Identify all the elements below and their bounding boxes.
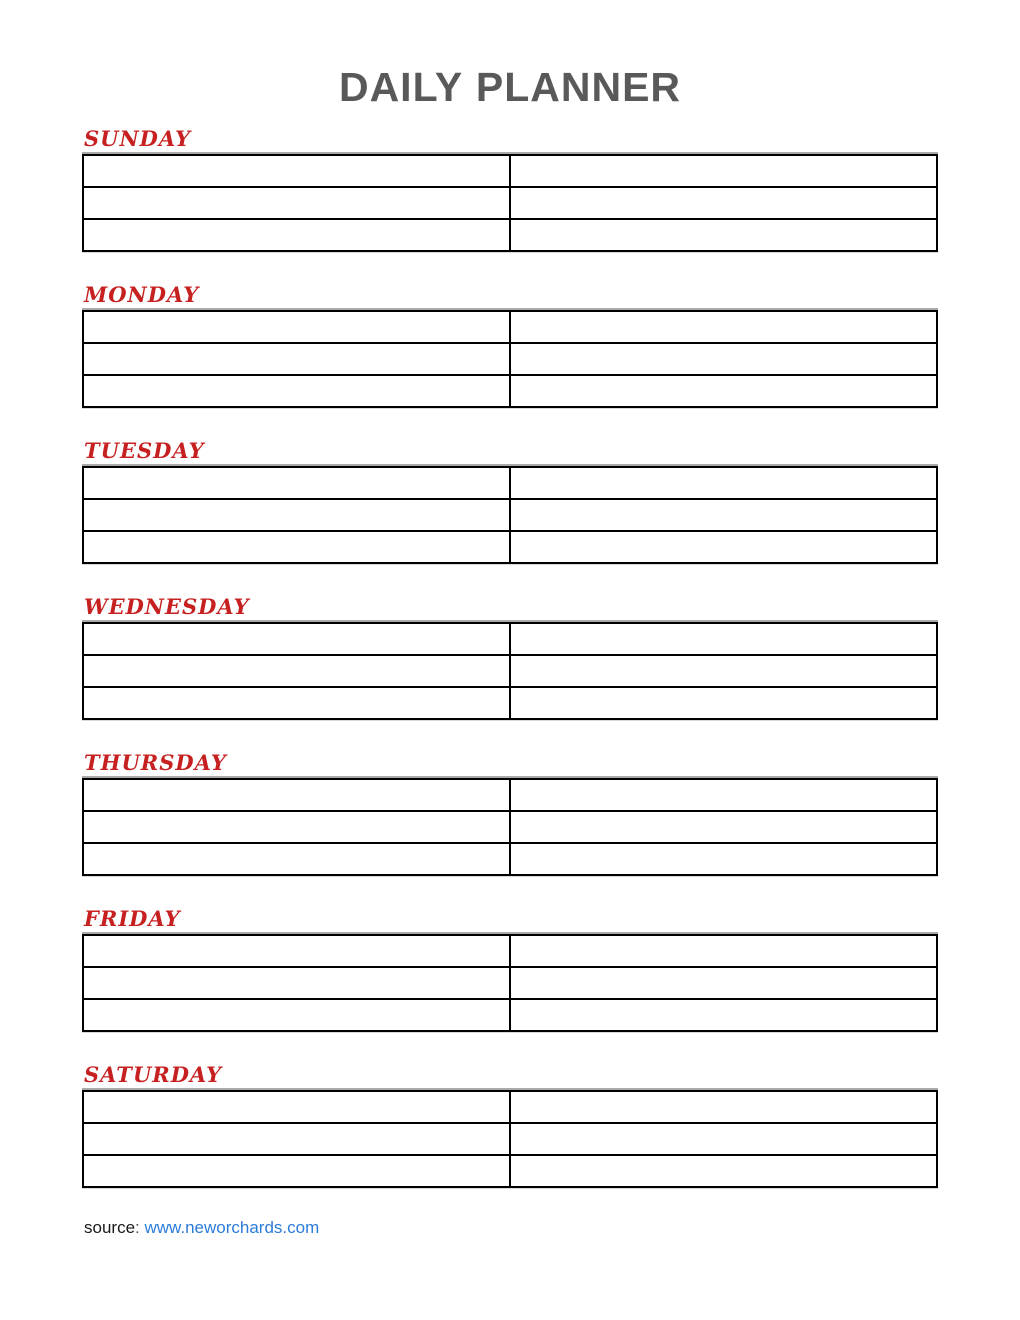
planner-cell <box>83 623 510 655</box>
day-section-tuesday <box>82 438 938 564</box>
planner-cell <box>510 155 937 187</box>
planner-cell <box>510 999 937 1031</box>
day-table-thursday <box>82 778 938 876</box>
day-section-sunday <box>82 126 938 252</box>
planner-cell <box>510 499 937 531</box>
planner-cell <box>510 187 937 219</box>
table-row <box>83 187 937 219</box>
day-section-friday <box>82 906 938 1032</box>
day-table-friday <box>82 934 938 1032</box>
table-row <box>83 311 937 343</box>
planner-cell <box>510 343 937 375</box>
planner-cell <box>510 1091 937 1123</box>
source-separator: : <box>135 1218 145 1238</box>
table-row <box>83 999 937 1031</box>
day-table-tuesday <box>82 466 938 564</box>
planner-cell <box>510 467 937 499</box>
planner-cell <box>510 311 937 343</box>
table-row <box>83 623 937 655</box>
table-row <box>83 935 937 967</box>
day-heading-sunday: SUNDAY <box>84 126 192 152</box>
table-row <box>83 375 937 407</box>
table-row <box>83 1155 937 1187</box>
planner-cell <box>83 467 510 499</box>
planner-cell <box>510 623 937 655</box>
table-row <box>83 687 937 719</box>
day-heading-tuesday: TUESDAY <box>84 438 205 464</box>
day-table-saturday <box>82 1090 938 1188</box>
table-row <box>83 1091 937 1123</box>
planner-cell <box>83 311 510 343</box>
source-label: source <box>84 1218 136 1238</box>
page-title: DAILY PLANNER <box>338 64 682 110</box>
planner-cell <box>83 1155 510 1187</box>
planner-cell <box>510 843 937 875</box>
planner-cell <box>510 1123 937 1155</box>
planner-cell <box>510 531 937 563</box>
planner-cell <box>83 999 510 1031</box>
planner-cell <box>83 531 510 563</box>
planner-cell <box>510 375 937 407</box>
table-row <box>83 531 937 563</box>
day-heading-saturday: SATURDAY <box>84 1062 223 1088</box>
source-link[interactable]: www.neworchards.com <box>144 1218 320 1238</box>
planner-cell <box>510 655 937 687</box>
source-line <box>84 1218 938 1238</box>
planner-cell <box>83 779 510 811</box>
planner-cell <box>510 1155 937 1187</box>
day-table-sunday <box>82 154 938 252</box>
table-row <box>83 843 937 875</box>
planner-cell <box>83 1091 510 1123</box>
table-row <box>83 811 937 843</box>
planner-cell <box>510 935 937 967</box>
day-heading-wednesday: WEDNESDAY <box>84 594 250 620</box>
table-row <box>83 967 937 999</box>
planner-cell <box>83 967 510 999</box>
day-heading-monday: MONDAY <box>84 282 200 308</box>
table-row <box>83 219 937 251</box>
day-section-monday <box>82 282 938 408</box>
planner-cell <box>83 687 510 719</box>
day-section-wednesday <box>82 594 938 720</box>
planner-cell <box>510 687 937 719</box>
day-table-wednesday <box>82 622 938 720</box>
planner-cell <box>83 499 510 531</box>
table-row <box>83 467 937 499</box>
day-section-saturday <box>82 1062 938 1188</box>
planner-cell <box>83 155 510 187</box>
planner-cell <box>83 219 510 251</box>
planner-cell <box>83 935 510 967</box>
planner-cell <box>83 343 510 375</box>
day-heading-thursday: THURSDAY <box>84 750 227 776</box>
planner-cell <box>510 779 937 811</box>
day-table-monday <box>82 310 938 408</box>
planner-cell <box>83 655 510 687</box>
day-heading-friday: FRIDAY <box>84 906 181 932</box>
table-row <box>83 343 937 375</box>
day-section-thursday <box>82 750 938 876</box>
planner-cell <box>83 843 510 875</box>
planner-cell <box>510 811 937 843</box>
table-row <box>83 779 937 811</box>
planner-cell <box>83 811 510 843</box>
table-row <box>83 1123 937 1155</box>
planner-cell <box>83 187 510 219</box>
planner-cell <box>83 375 510 407</box>
table-row <box>83 655 937 687</box>
planner-cell <box>510 219 937 251</box>
planner-cell <box>83 1123 510 1155</box>
planner-cell <box>510 967 937 999</box>
table-row <box>83 155 937 187</box>
table-row <box>83 499 937 531</box>
